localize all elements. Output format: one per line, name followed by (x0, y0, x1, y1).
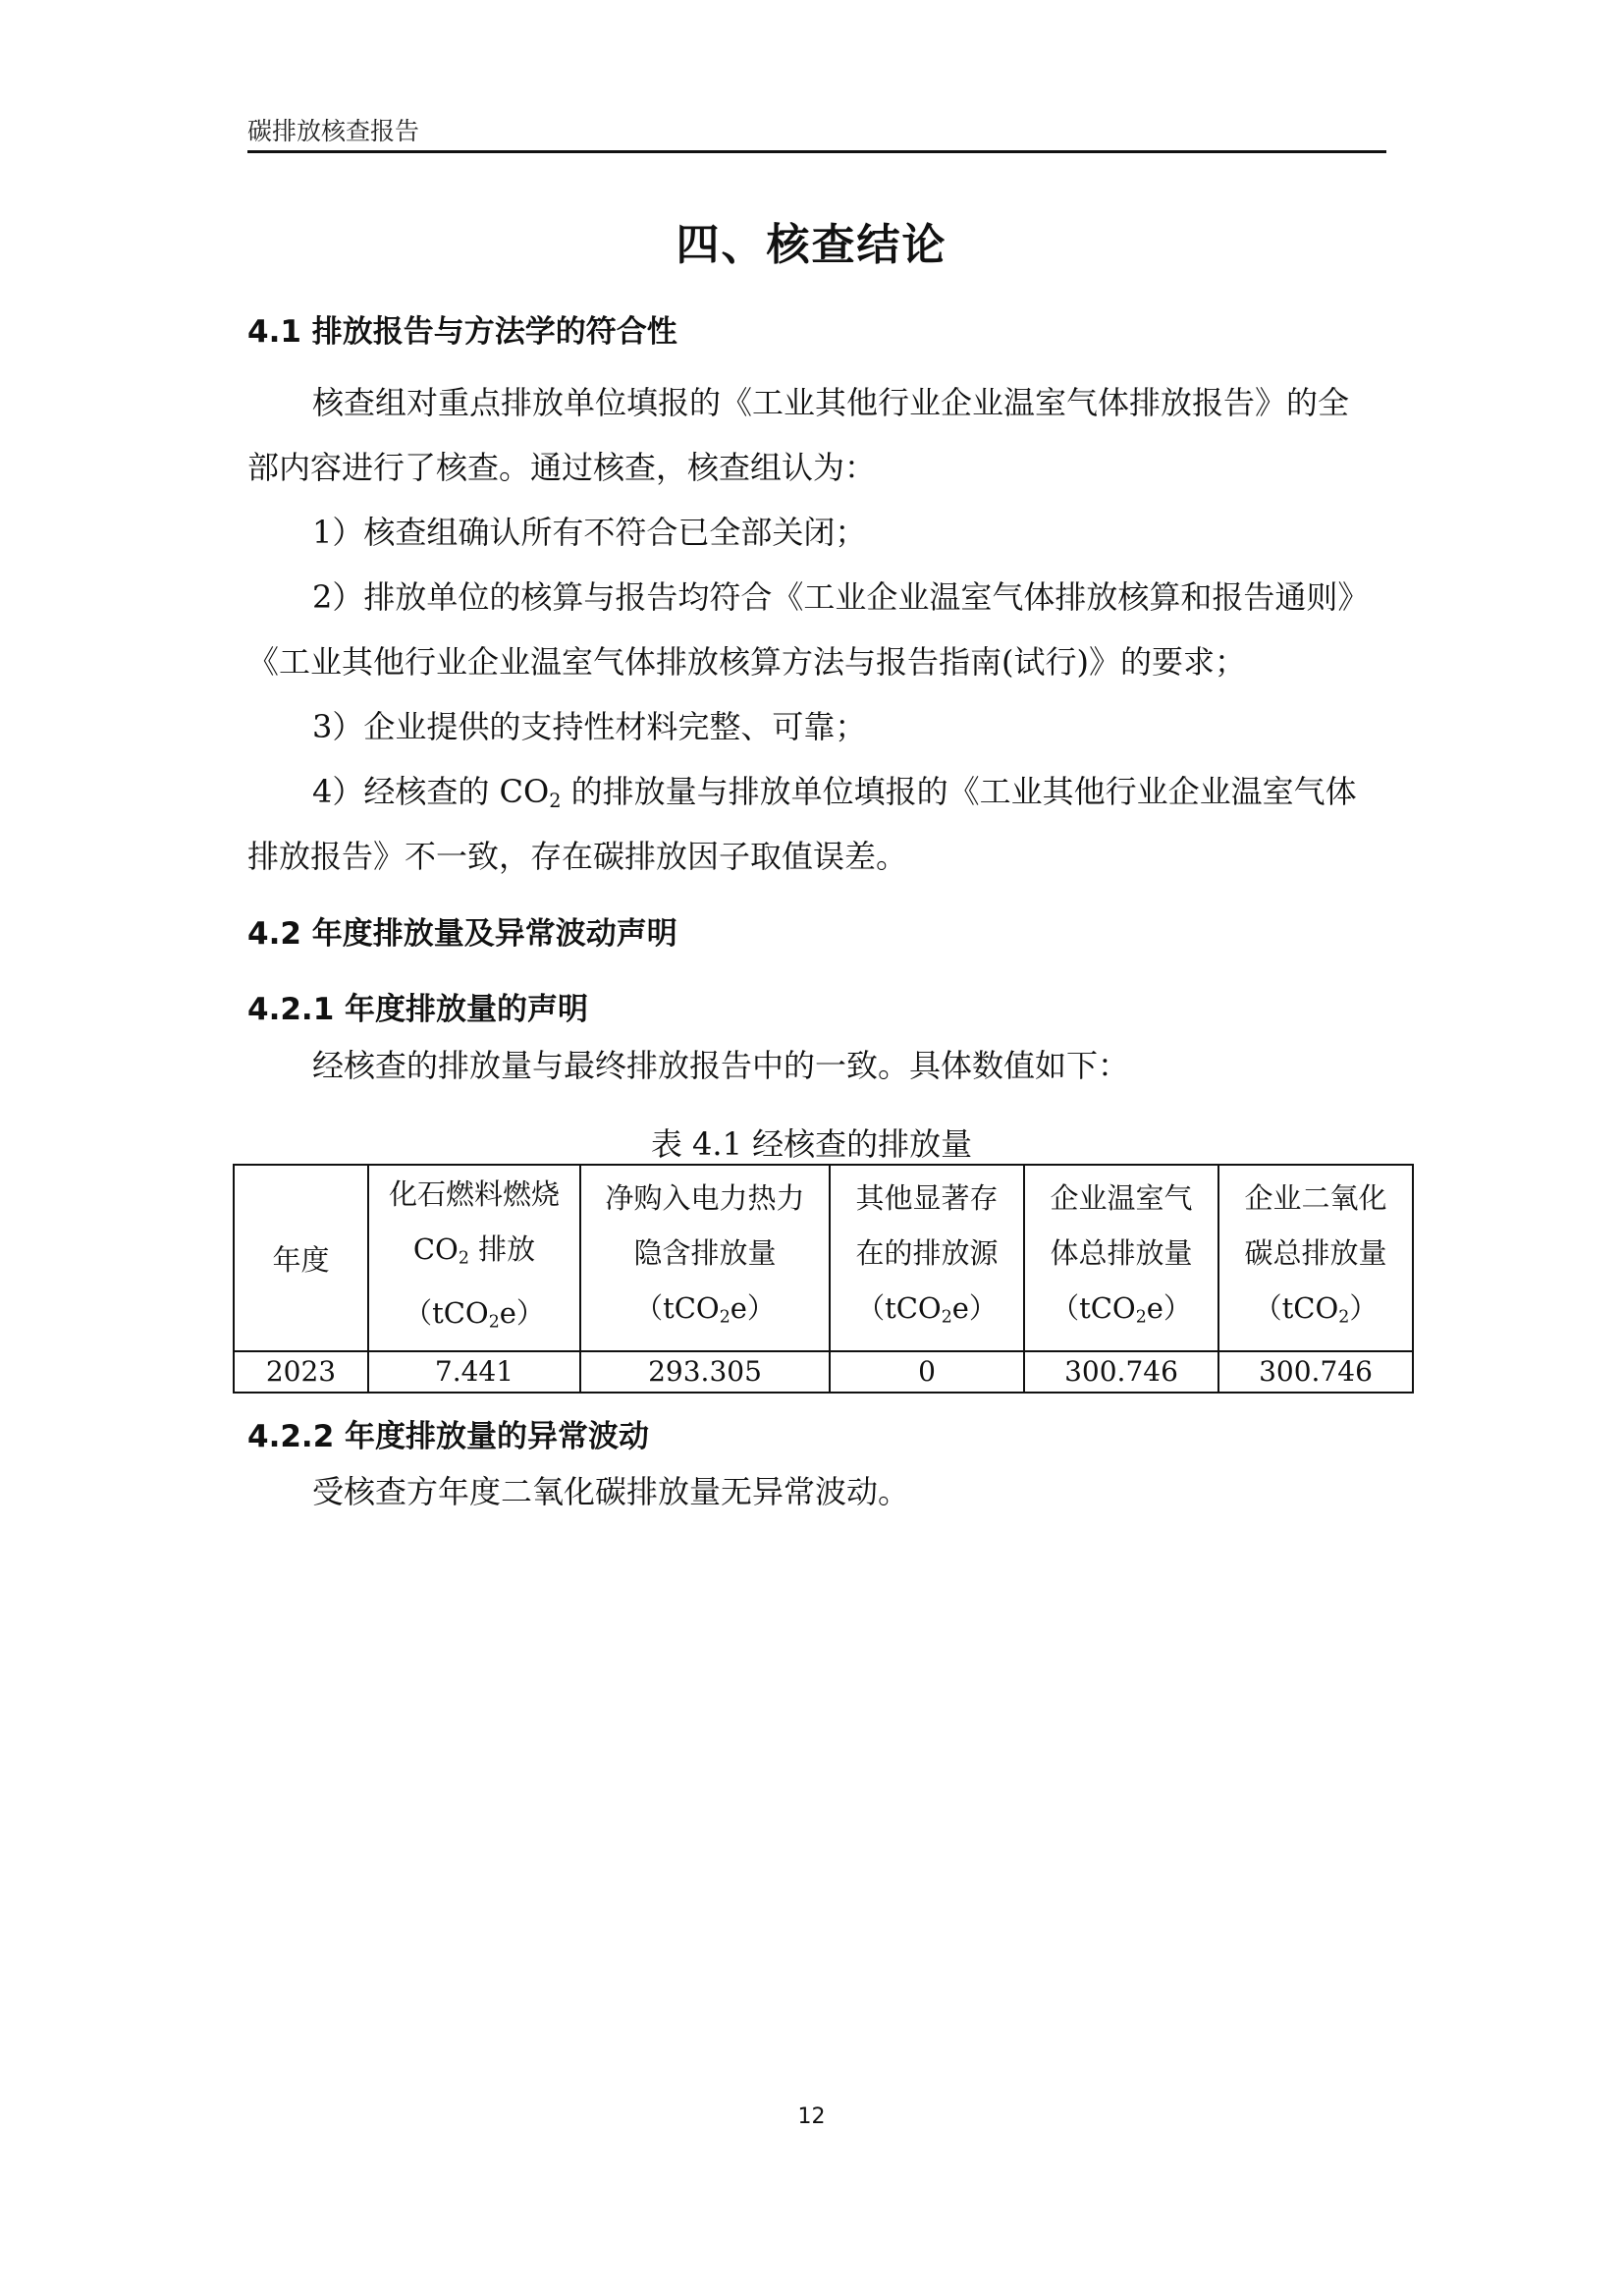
conclusion-item-4-line-1: 4）经核查的 $CO_2$ 的排放量与排放单位填报的《工业其他行业企业温室气体 (312, 773, 1357, 812)
fluctuation-statement: 受核查方年度二氧化碳排放量无异常波动。 (312, 1473, 910, 1510)
table-header-row (234, 1165, 1413, 1351)
emissions-table (233, 1164, 1414, 1394)
page-number: 12 (797, 2105, 826, 2129)
table-caption: 表 4.1 经核查的排放量 (650, 1125, 973, 1163)
cell-year: 2023 (234, 1351, 368, 1393)
conclusion-item-3: 3）企业提供的支持性材料完整、可靠； (312, 708, 867, 745)
header-rule (247, 150, 1386, 153)
conclusion-item-1: 1）核查组确认所有不符合已全部关闭； (312, 514, 867, 551)
table-row (234, 1351, 1413, 1393)
cell-purchased-power: 293.305 (580, 1351, 830, 1393)
conclusion-item-2-line-2: 《工业其他行业企业温室气体排放核算方法与报告指南(试行)》的要求； (247, 643, 1246, 681)
cell-total-ghg: 300.746 (1024, 1351, 1218, 1393)
header-year: 年度 (234, 1165, 368, 1351)
cell-total-co2: 300.746 (1218, 1351, 1413, 1393)
header-total-ghg: 企业温室气 体总排放量 （tCO$_2$e） (1024, 1165, 1218, 1351)
header-other-sources: 其他显著存 在的排放源 （tCO$_2$e） (830, 1165, 1024, 1351)
running-header: 碳排放核查报告 (247, 117, 420, 145)
emissions-statement: 经核查的排放量与最终排放报告中的一致。具体数值如下： (312, 1047, 1130, 1084)
conclusion-item-4-line-2: 排放报告》不一致，存在碳排放因子取值误差。 (247, 838, 908, 875)
section-4-2-2-heading: 4.2.2 年度排放量的异常波动 (247, 1419, 650, 1454)
section-4-2-heading: 4.2 年度排放量及异常波动声明 (247, 916, 677, 952)
cell-other-sources: 0 (830, 1351, 1024, 1393)
section-4-1-heading: 4.1 排放报告与方法学的符合性 (247, 314, 677, 350)
section-4-2-1-heading: 4.2.1 年度排放量的声明 (247, 992, 589, 1027)
header-purchased-power: 净购入电力热力 隐含排放量 （tCO$_2$e） (580, 1165, 830, 1351)
header-total-co2: 企业二氧化 碳总排放量 （tCO$_2$） (1218, 1165, 1413, 1351)
header-fossil-fuel: 化石燃料燃烧 $CO_2$ 排放 （tCO$_2$e） (368, 1165, 580, 1351)
intro-line-1: 核查组对重点排放单位填报的《工业其他行业企业温室气体排放报告》的全 (312, 384, 1350, 421)
cell-fossil-fuel: 7.441 (368, 1351, 580, 1393)
intro-line-2: 部内容进行了核查。通过核查，核查组认为： (247, 449, 877, 486)
chapter-title: 四、核查结论 (676, 220, 947, 270)
conclusion-item-2-line-1: 2）排放单位的核算与报告均符合《工业企业温室气体排放核算和报告通则》 (312, 578, 1370, 616)
